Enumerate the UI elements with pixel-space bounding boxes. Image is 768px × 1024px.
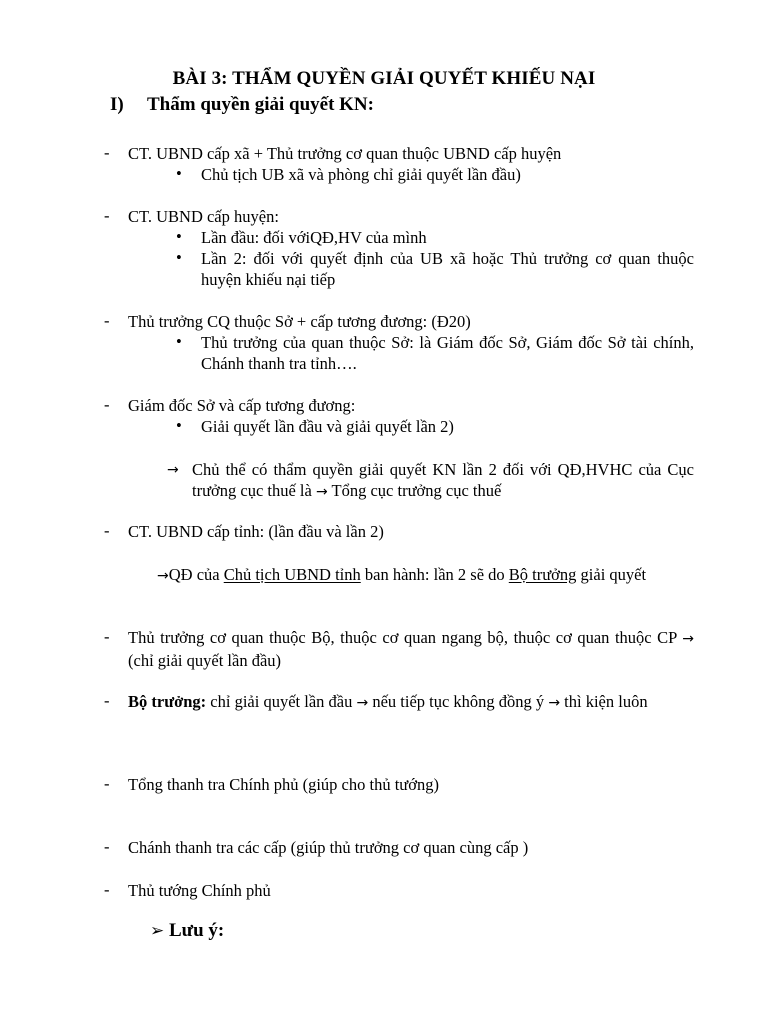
arrow-icon: → xyxy=(356,695,369,711)
section-number: I) xyxy=(110,94,124,115)
bullet-marker: • xyxy=(176,332,182,351)
dash-marker: - xyxy=(104,143,110,162)
dash-marker: - xyxy=(104,880,110,899)
sub-list-item: Lần 2: đối với quyết định của UB xã hoặc Thủ trưởng cơ quan thuộc huyện khiếu nại tiếp xyxy=(201,249,694,289)
item-text: chỉ giải quyết lần đầu xyxy=(210,692,353,711)
sub-list-item: Lần đầu: đối vớiQĐ,HV của mình xyxy=(201,228,427,247)
list-item: Tổng thanh tra Chính phủ (giúp cho thủ tướng) xyxy=(128,775,439,794)
list-item: Giám đốc Sở và cấp tương đương: xyxy=(128,396,356,415)
list-item: CT. UBND cấp tỉnh: (lần đầu và lần 2) xyxy=(128,522,384,541)
note-text: ban hành: lần 2 sẽ do xyxy=(364,565,505,584)
item-text: Thủ trưởng cơ quan thuộc Bộ, thuộc cơ quan ngang bộ, thuộc cơ quan thuộc CP xyxy=(128,628,677,647)
list-item: Chánh thanh tra các cấp (giúp thủ trưởng cơ quan cùng cấp ) xyxy=(128,838,529,857)
sub-list-item: Giải quyết lần đầu và giải quyết lần 2) xyxy=(201,417,454,436)
note-paragraph xyxy=(192,459,694,503)
note-text: giải quyết xyxy=(580,565,647,584)
list-item xyxy=(128,627,694,671)
dash-marker: - xyxy=(104,521,110,540)
section-heading xyxy=(110,94,374,116)
arrow-icon: → xyxy=(315,484,328,500)
underlined-text: Chủ tịch UBND tỉnh xyxy=(223,565,361,584)
list-item: CT. UBND cấp xã + Thủ trưởng cơ quan thuộc UBND cấp huyện xyxy=(128,144,562,163)
dash-marker: - xyxy=(104,627,110,646)
item-text: (chỉ giải quyết lần đầu) xyxy=(128,651,282,670)
arrow-icon: → xyxy=(167,462,179,478)
bold-term: Bộ trưởng: xyxy=(128,692,207,711)
arrow-icon: → xyxy=(548,695,561,711)
list-item: CT. UBND cấp huyện: xyxy=(128,207,279,226)
section-label: Thẩm quyền giải quyết KN: xyxy=(147,94,374,115)
bullet-marker: • xyxy=(176,227,182,246)
note-text: Tổng cục trưởng cục thuế xyxy=(331,481,502,500)
list-item: Thủ tướng Chính phủ xyxy=(128,881,271,900)
note-text: Chủ thể có thẩm quyền giải quyết KN lần 2 đối với QĐ,HVHC của Cục trưởng cục thuế là xyxy=(192,460,694,500)
note-heading-label: Lưu ý: xyxy=(169,920,225,941)
arrow-icon: → xyxy=(682,631,695,647)
list-item: Thủ trưởng CQ thuộc Sở + cấp tương đương: (Đ20) xyxy=(128,312,471,331)
note-heading xyxy=(150,920,224,942)
list-item xyxy=(128,691,694,714)
note-paragraph xyxy=(157,564,694,587)
dash-marker: - xyxy=(104,311,110,330)
dash-marker: - xyxy=(104,837,110,856)
dash-marker: - xyxy=(104,395,110,414)
bullet-marker: • xyxy=(176,416,182,435)
arrow-icon: → xyxy=(157,568,169,584)
dash-marker: - xyxy=(104,691,110,710)
pointer-icon: ➢ xyxy=(150,921,165,941)
bullet-marker: • xyxy=(176,248,182,267)
item-text: thì kiện luôn xyxy=(564,692,648,711)
bullet-marker: • xyxy=(176,164,182,183)
document-title: BÀI 3: THẨM QUYỀN GIẢI QUYẾT KHIẾU NẠI xyxy=(172,68,596,89)
underlined-text: Bộ trưởng xyxy=(508,565,577,584)
dash-marker: - xyxy=(104,206,110,225)
item-text: nếu tiếp tục không đồng ý xyxy=(372,692,545,711)
sub-list-item: Chủ tịch UB xã và phòng chỉ giải quyết lần đầu) xyxy=(201,165,521,184)
note-text: QĐ của xyxy=(168,565,220,584)
sub-list-item: Thủ trưởng của quan thuộc Sở: là Giám đốc Sở, Giám đốc Sở tài chính, Chánh thanh tra tỉnh…. xyxy=(201,333,694,373)
dash-marker: - xyxy=(104,774,110,793)
